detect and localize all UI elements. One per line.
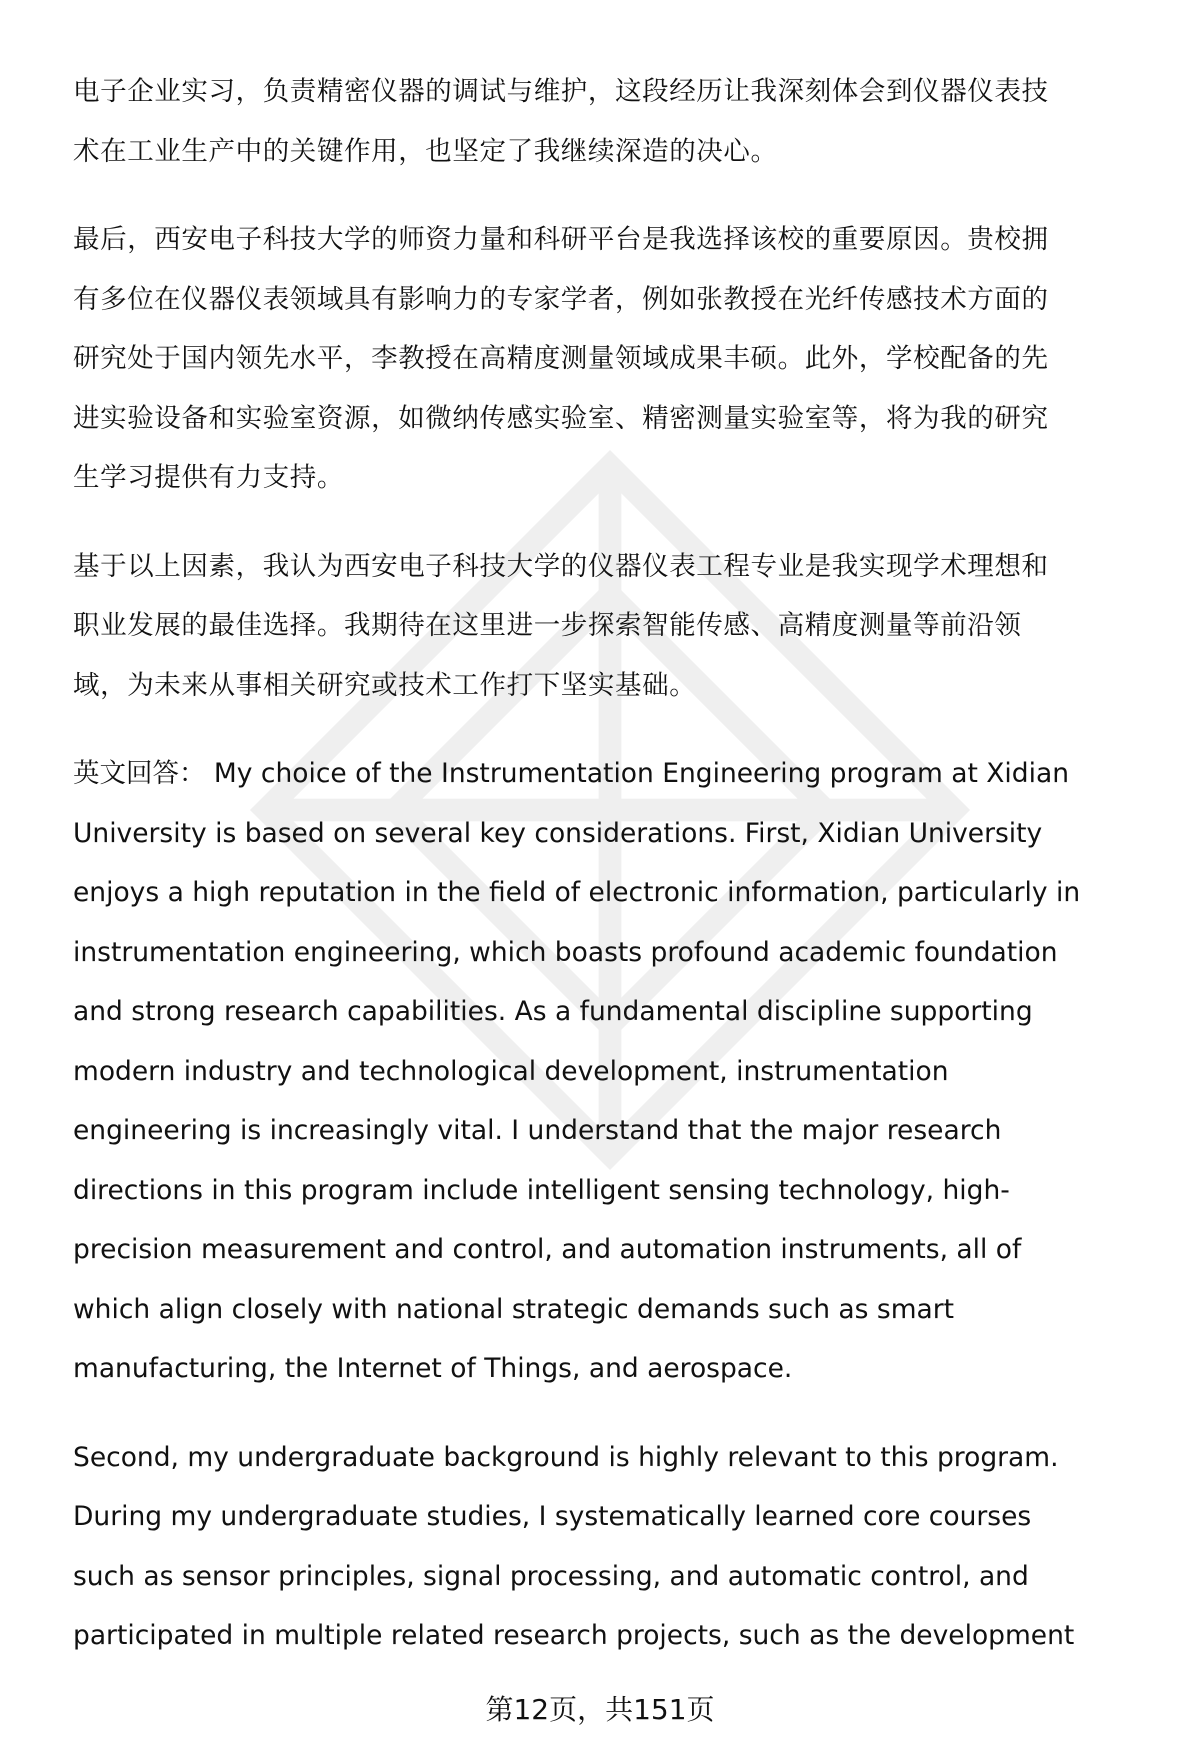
text-line: and strong research capabilities. As a fundamental discipline supporting <box>73 996 1033 1027</box>
paragraph <box>73 537 1153 716</box>
text-line: 基于以上因素，我认为西安电子科技大学的仪器仪表工程专业是我实现学术理想和 <box>73 550 1049 582</box>
text-line: enjoys a high reputation in the field of electronic information, particularly in <box>73 877 1081 908</box>
paragraph <box>73 1428 1153 1666</box>
text-line: instrumentation engineering, which boasts profound academic foundation <box>73 936 1058 968</box>
text-line: 职业发展的最佳选择。我期待在这里进一步探索智能传感、高精度测量等前沿领 <box>73 610 1022 641</box>
text-line: During my undergraduate studies, I systematically learned core courses <box>73 1501 1032 1532</box>
paragraph <box>73 62 1153 181</box>
document-body <box>73 62 1153 1695</box>
text-line: 术在工业生产中的关键作用，也坚定了我继续深造的决心。 <box>73 135 778 167</box>
text-line: 域，为未来从事相关研究或技术工作打下坚实基础。 <box>73 669 697 701</box>
text-line: 进实验设备和实验室资源，如微纳传感实验室、精密测量实验室等，将为我的研究 <box>73 402 1049 434</box>
text-line: 有多位在仪器仪表领域具有影响力的专家学者，例如张教授在光纤传感技术方面的 <box>73 283 1049 315</box>
text-line: 最后，西安电子科技大学的师资力量和科研平台是我选择该校的重要原因。贵校拥 <box>73 224 1049 255</box>
paragraph <box>73 744 1153 1399</box>
text-line: precision measurement and control, and automation instruments, all of <box>73 1234 1022 1265</box>
text-line: 研究处于国内领先水平，李教授在高精度测量领域成果丰硕。此外，学校配备的先 <box>73 343 1049 374</box>
text-line: 生学习提供有力支持。 <box>73 462 344 493</box>
page-number: 第12页，共151页 <box>485 1693 715 1726</box>
text-line: 电子企业实习，负责精密仪器的调试与维护，这段经历让我深刻体会到仪器仪表技 <box>73 76 1049 107</box>
text-line: participated in multiple related research projects, such as the development <box>73 1620 1075 1651</box>
text-line: manufacturing, the Internet of Things, and aerospace. <box>73 1353 793 1384</box>
text-line: University is based on several key considerations. First, Xidian University <box>73 817 1043 849</box>
text-line: 英文回答： My choice of the Instrumentation Engineering program at Xidian <box>73 758 1069 789</box>
text-line: directions in this program include intelligent sensing technology, high- <box>73 1174 1010 1206</box>
text-line: Second, my undergraduate background is highly relevant to this program. <box>73 1441 1059 1473</box>
text-line: which align closely with national strategic demands such as smart <box>73 1293 955 1325</box>
text-line: modern industry and technological development, instrumentation <box>73 1055 949 1087</box>
text-line: engineering is increasingly vital. I understand that the major research <box>73 1115 1002 1146</box>
paragraph <box>73 210 1153 508</box>
text-line: such as sensor principles, signal processing, and automatic control, and <box>73 1560 1029 1592</box>
